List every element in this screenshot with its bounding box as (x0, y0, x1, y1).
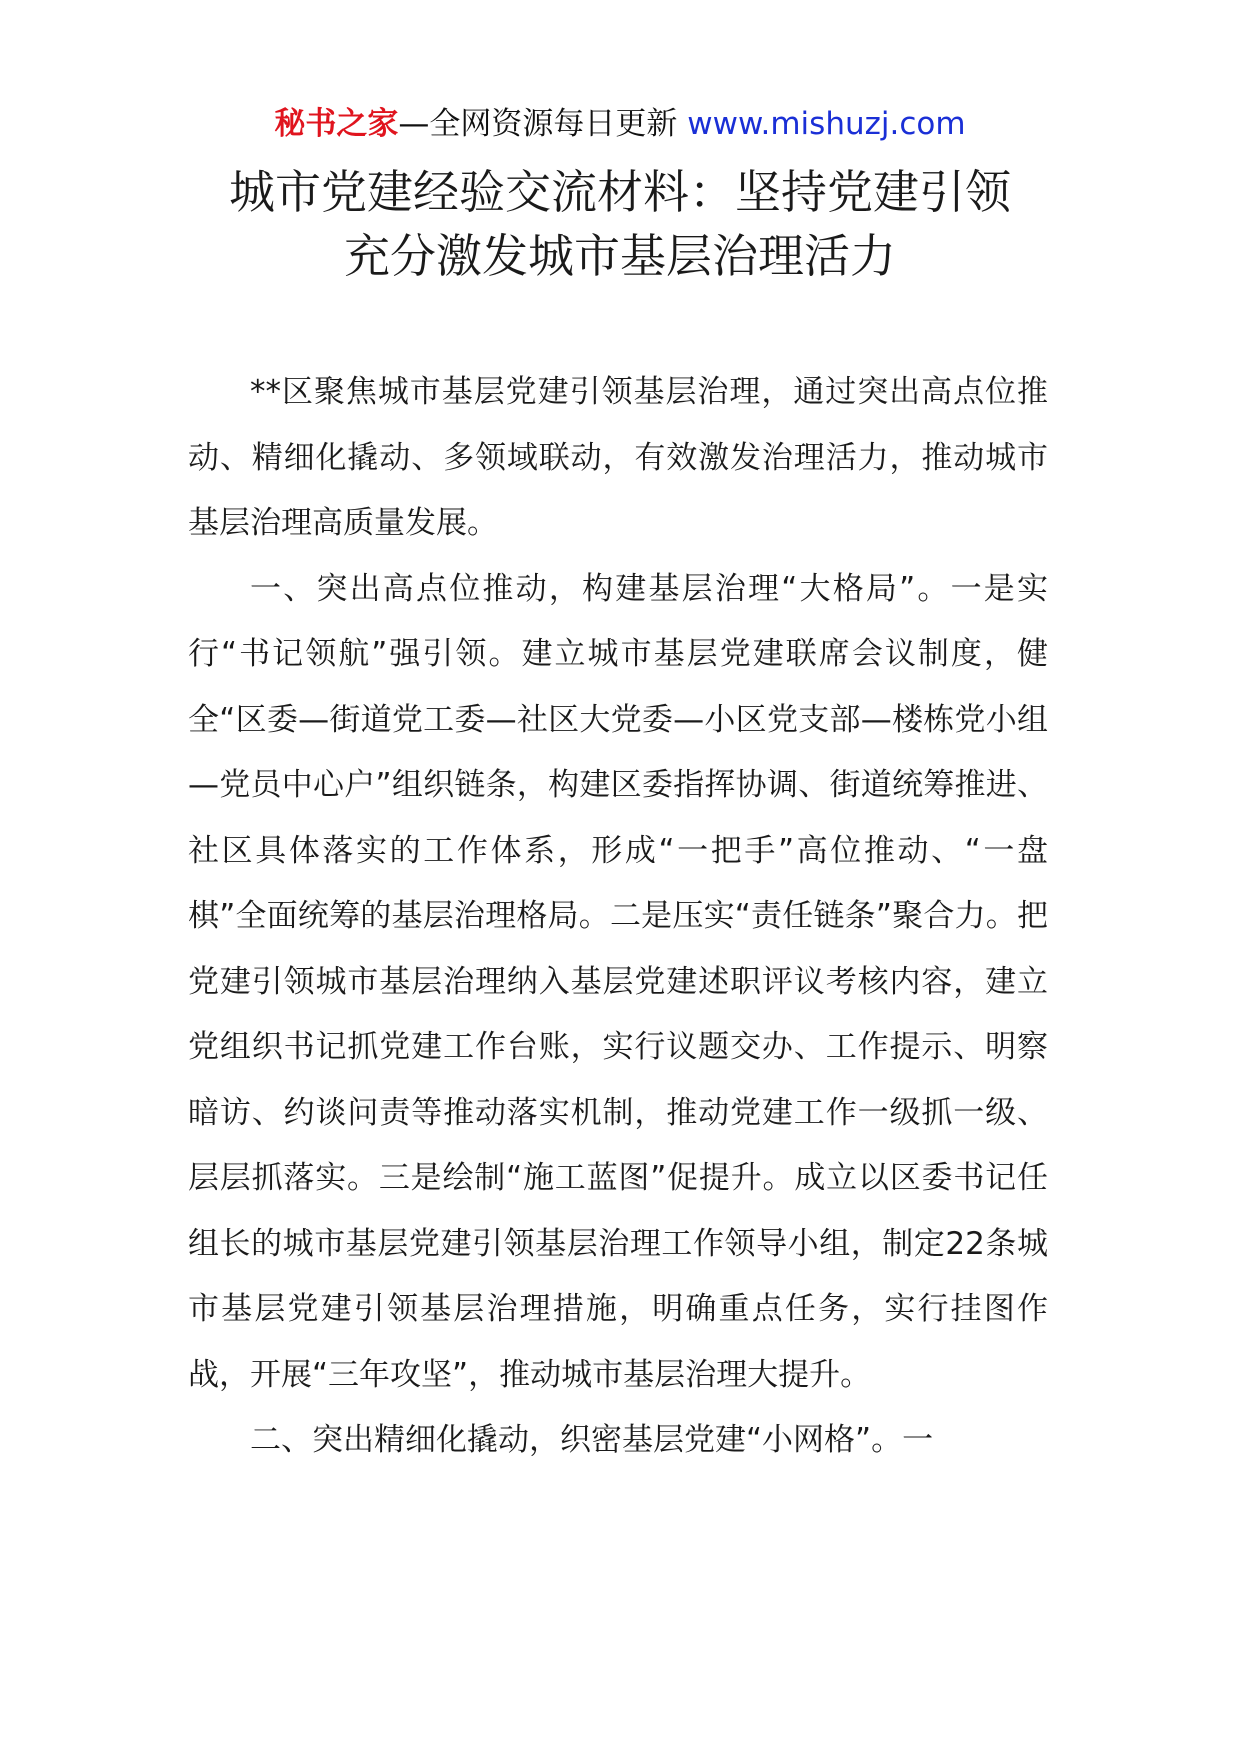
document-body (188, 360, 1048, 1474)
paragraph-section-1: 一、突出高点位推动，构建基层治理“大格局”。一是实行“书记领航”强引领。建立城市基层党建联席会议制度，健全“区委—街道党工委—社区大党委—小区党支部—楼栋党小组—党员中心户”组织链条，构建区委指挥协调、街道统筹推进、社区具体落实的工作体系，形成“一把手”高位推动、“一盘棋”全面统筹的基层治理格局。二是压实“责任链条”聚合力。把党建引领城市基层治理纳入基层党建述职评议考核内容，建立党组织书记抓党建工作台账，实行议题交办、工作提示、明察暗访、约谈问责等推动落实机制，推动党建工作一级抓一级、层层抓落实。三是绘制“施工蓝图”促提升。成立以区委书记任组长的城市基层党建引领基层治理工作领导小组，制定22条城市基层党建引领基层治理措施，明确重点任务，实行挂图作战，开展“三年攻坚”，推动城市基层治理大提升。 (188, 570, 1048, 1393)
header-tagline: —全网资源每日更新 (398, 106, 688, 142)
site-url-link[interactable]: www.mishuzj.com (687, 106, 966, 142)
site-header (0, 104, 1240, 144)
title-line-2: 充分激发城市基层治理活力 (344, 229, 896, 283)
document-title (120, 160, 1120, 288)
brand-name: 秘书之家 (274, 106, 399, 142)
paragraph-section-2: 二、突出精细化撬动，织密基层党建“小网格”。一 (250, 1422, 934, 1458)
paragraph-intro: **区聚焦城市基层党建引领基层治理，通过突出高点位推动、精细化撬动、多领域联动，有效激发治理活力，推动城市基层治理高质量发展。 (188, 374, 1048, 541)
title-line-1: 城市党建经验交流材料：坚持党建引领 (229, 165, 1011, 219)
